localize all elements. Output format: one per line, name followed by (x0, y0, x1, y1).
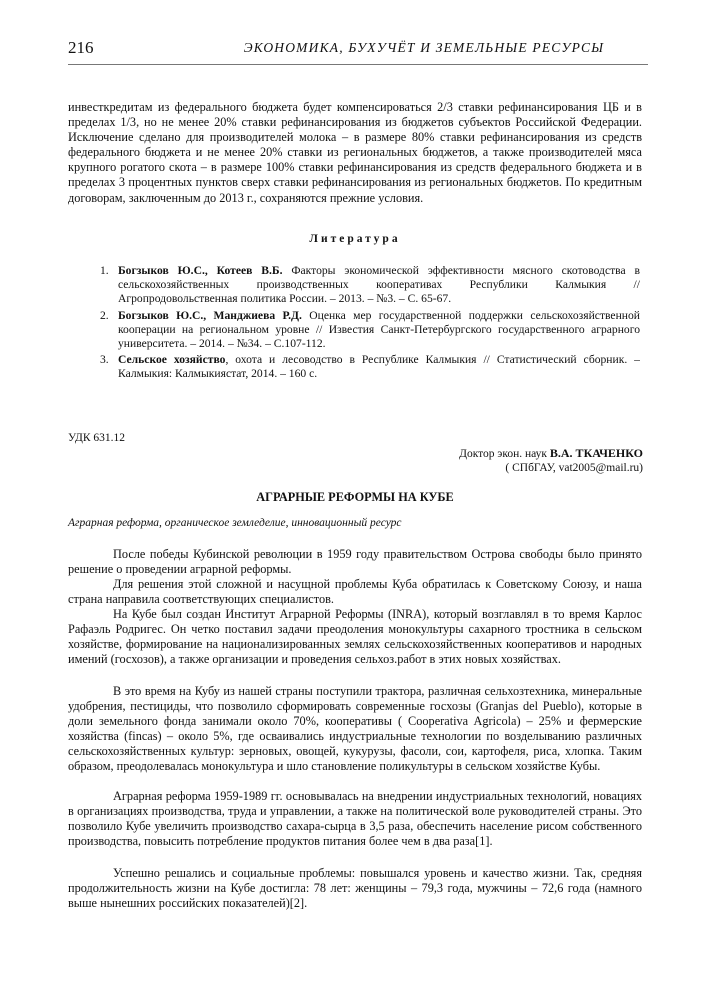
reference-number: 2. (100, 308, 109, 322)
reference-list (100, 264, 640, 384)
reference-item (100, 353, 640, 381)
author-name: В.А. ТКАЧЕНКО (549, 446, 643, 460)
page-header (68, 38, 648, 60)
reference-author: Сельское хозяйство (118, 353, 226, 367)
reference-text: , охота и лесоводство в Республике Калмыкия // Статистический сборник. – Калмыкия: Калмыкиястат, 2014. – 160 с. (118, 353, 640, 381)
body-paragraph: На Кубе был создан Институт Аграрной Реформы (INRA), который возглавлял в то время Карлос Рафаэль Родригес. Он четко поставил задачи преодоления монокультуры сахарного тростника в сельском хозяйстве, формирование на национализированных землях сельскохозяйственных кооперативов и народных имений (госхозов), а также организации и проведения сельхоз.работ в этих новых хозяйствах. (68, 607, 642, 667)
reference-text: Оценка мер государственной поддержки сельскохозяйственной кооперации на региональном уровне // Известия Санкт-Петербургского государственного аграрного университета. – 2014. – №34. – С.107-112. (118, 308, 640, 350)
header-rule (68, 64, 648, 65)
article-keywords: Аграрная реформа, органическое земледелие, инновационный ресурс (68, 517, 402, 529)
reference-number: 3. (100, 353, 109, 367)
body-paragraph: Аграрная реформа 1959-1989 гг. основывалась на внедрении индустриальных технологий, новациях в организациях производства, труда и управлении, а также на политической воле руководителей страны. Это позволило Кубе увеличить производство сахара-сырца в 3,5 раза, обеспечить население рисом собственного производства, повысить потребление продуктов питания более чем в два раза[1]. (68, 789, 642, 849)
author-affiliation: ( СПбГАУ, vat2005@mail.ru) (505, 462, 643, 474)
page-number: 216 (68, 38, 94, 57)
running-title: ЭКОНОМИКА, БУХУЧЁТ И ЗЕМЕЛЬНЫЕ РЕСУРСЫ (243, 40, 605, 55)
author-line (459, 446, 643, 462)
intro-paragraph: инвесткредитам из федерального бюджета будет компенсироваться 2/3 ставки рефинансирования ЦБ и в пределах 1/3, но не менее 20% ставки рефинансирования из бюджетов субъектов Российской Федерации. Исключение сделано для производителей молока – в размере 80% ставки рефинансирования из средств федерального бюджета и не менее 20% ставки из региональных бюджетов, а также производителей мяса крупного рогатого скота – в размере 100% ставки рефинансирования из средств федерального бюджета и в пределах 3 процентных пунктов сверх ставки рефинансирования из региональных бюджетов. По кредитным договорам, заключенным до 2013 г., сохраняются прежние условия. (68, 100, 642, 205)
reference-item (100, 264, 640, 306)
reference-item (100, 309, 640, 351)
reference-number: 1. (100, 264, 109, 277)
body-paragraph: Для решения этой сложной и насущной проблемы Куба обратилась к Советскому Союзу, и наша страна направила соответствующих специалистов. (68, 577, 642, 607)
article-title: АГРАРНЫЕ РЕФОРМЫ НА КУБЕ (256, 490, 454, 504)
reference-author: Богзыков Ю.С., Котеев В.Б. (118, 264, 283, 277)
body-paragraph: После победы Кубинской революции в 1959 году правительством Острова свободы было принято решение о проведении аграрной реформы. (68, 547, 642, 577)
body-paragraph: Успешно решались и социальные проблемы: повышался уровень и качество жизни. Так, средняя продолжительность жизни на Кубе достигла: 78 лет: женщины – 79,3 года, мужчины – 72,6 года (намного выше нынешних российских показателей)[2]. (68, 866, 642, 911)
reference-author: Богзыков Ю.С., Манджиева Р.Д. (118, 308, 302, 322)
udc-code: УДК 631.12 (68, 432, 125, 444)
body-paragraph: В это время на Кубу из нашей страны поступили трактора, различная сельхозтехника, минеральные удобрения, пестициды, что позволило сформировать современные госхозы (Granjas del Pueblo), которые в доли земельного фонда занимали около 70%, кооперативы ( Cooperativa Agricola) – 25% и фермерские хозяйства (fincas) – около 5%, где осваивались индустриальные технологии по возделыванию различных сельскохозяйственных культур: зерновых, овощей, кукурузы, фасоли, сои, картофеля, риса, хлопка. Таким образом, преодолевалась монокультура и шло становление поликультуры в сельском хозяйстве Кубы. (68, 684, 642, 774)
literature-heading: Литература (309, 233, 401, 245)
author-degree: Доктор экон. наук (459, 448, 548, 460)
reference-text: Факторы экономической эффективности мясного скотоводства в сельскохозяйственных производственных кооперативах Республики Калмыкия // Агропродовольственная политика России. – 2013. – №3. – С. 65-67. (118, 264, 641, 305)
